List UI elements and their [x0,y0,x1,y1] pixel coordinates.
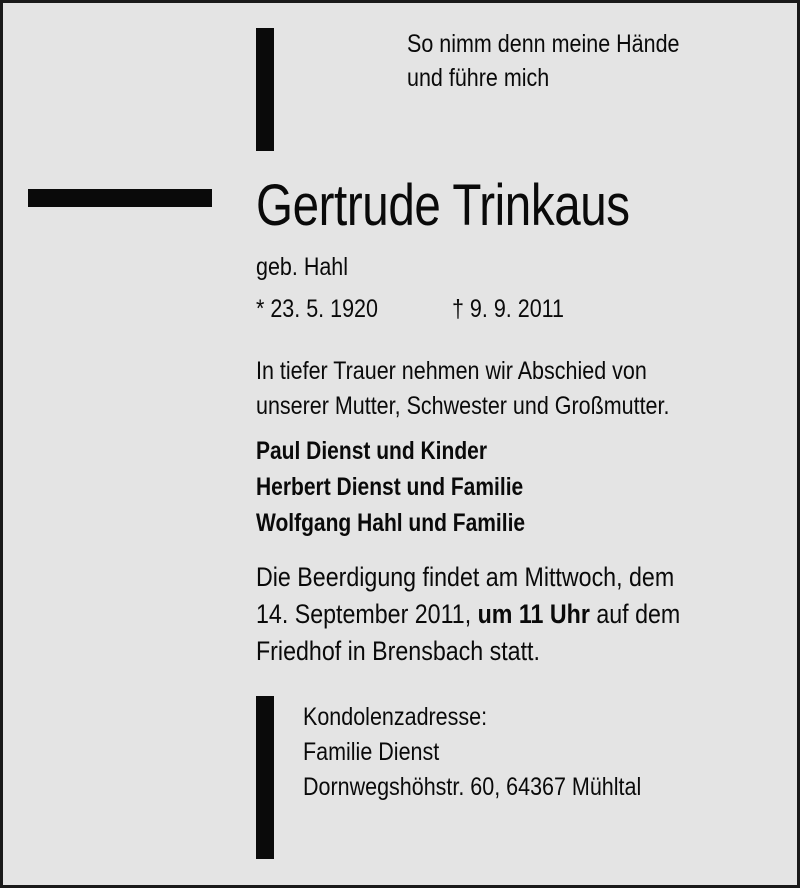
condolence-address [303,700,641,805]
address-vertical-bar [256,696,274,859]
cross-horizontal-bar [28,189,212,207]
mourner-entry: Paul Dienst und Kinder [256,437,488,465]
funeral-line-2-end: auf dem [589,599,681,629]
verse [407,27,679,95]
funeral-line-1: Die Beerdigung findet am Mittwoch, dem [256,562,675,592]
funeral-date: 14. September 2011, [256,599,478,629]
condolence-address-label: Kondolenzadresse: [303,703,488,731]
maiden-name: geb. Hahl [256,253,349,281]
funeral-time: um 11 Uhr [477,599,590,629]
verse-line-2: und führe mich [407,64,550,92]
verse-line-1: So nimm denn meine Hände [407,30,680,58]
mourners-list [256,433,525,541]
mourning-statement-line-2: unserer Mutter, Schwester und Großmutter. [256,392,670,420]
funeral-line-3: Friedhof in Brensbach statt. [256,636,540,666]
condolence-address-street: Dornwegshöhstr. 60, 64367 Mühltal [303,773,642,801]
mourning-statement-line-1: In tiefer Trauer nehmen wir Abschied von [256,357,647,385]
condolence-address-name: Familie Dienst [303,738,440,766]
mourner-entry: Herbert Dienst und Familie [256,473,524,501]
birth-date: * 23. 5. 1920 [256,295,378,323]
death-date: † 9. 9. 2011 [452,295,564,323]
mourning-statement [256,354,669,424]
cross-upper-vertical-bar [256,28,274,151]
mourner-entry: Wolfgang Hahl und Familie [256,509,526,537]
funeral-announcement [256,559,680,670]
funeral-line-2 [256,596,680,633]
deceased-name: Gertrude Trinkaus [256,173,630,238]
